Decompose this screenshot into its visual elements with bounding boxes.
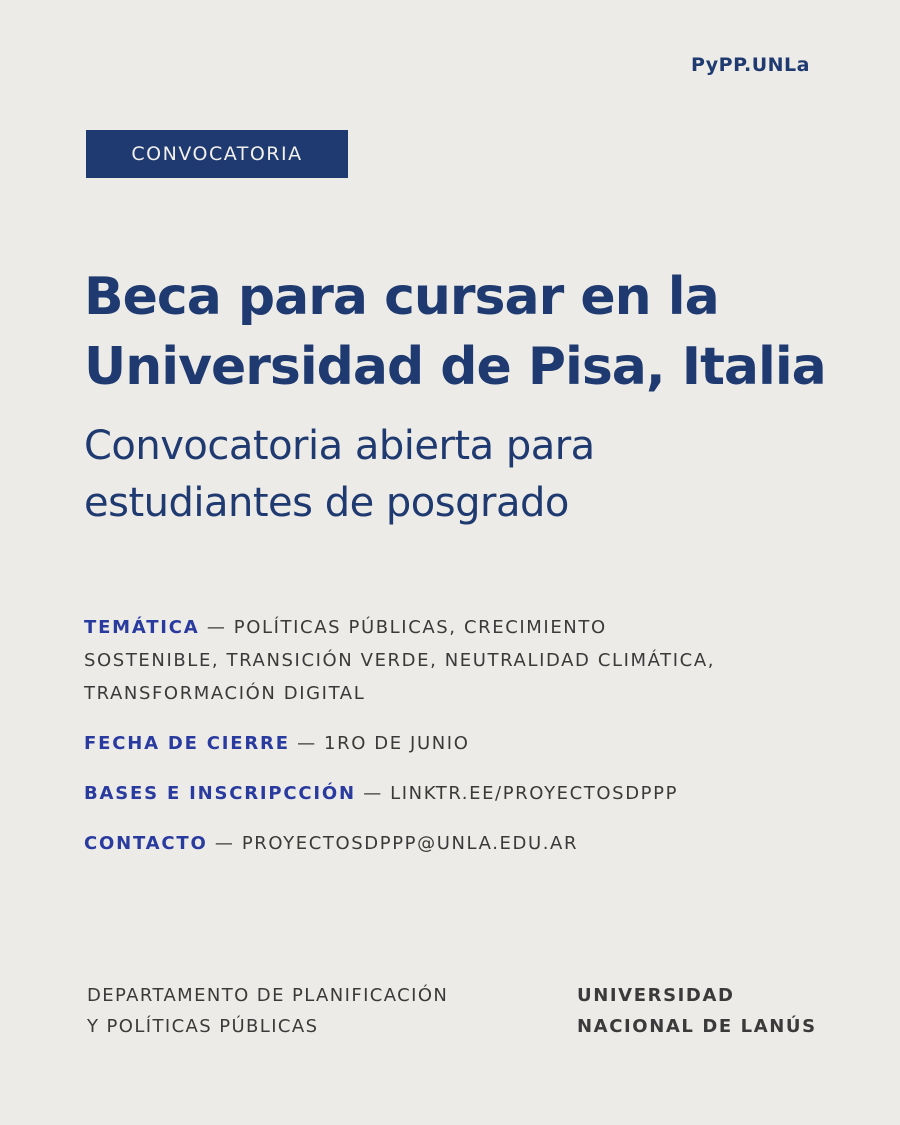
contacto-dash: — (207, 833, 242, 854)
department-line-1: DEPARTAMENTO DE PLANIFICACIÓN (87, 985, 449, 1006)
detail-fecha-cierre (84, 727, 724, 760)
page-title (84, 262, 864, 402)
department-line-2: Y POLÍTICAS PÚBLICAS (87, 1016, 319, 1037)
fecha-cierre-dash: — (289, 733, 325, 754)
title-line-1: Beca para cursar en la (84, 267, 719, 327)
brand-logo-text: PyPP.UNLa (690, 54, 810, 76)
university-line-2: NACIONAL DE LANÚS (577, 1016, 817, 1037)
fecha-cierre-value: 1RO DE JUNIO (324, 733, 470, 754)
tematica-value: POLÍTICAS PÚBLICAS, CRECIMIENTO SOSTENIBLE, TRANSICIÓN VERDE, NEUTRALIDAD CLIMÁTICA, TRANSFORMACIÓN DIGITAL (84, 617, 716, 704)
detail-bases-inscripcion (84, 777, 724, 810)
detail-tematica (84, 611, 724, 710)
contacto-email[interactable]: PROYECTOSDPPP@UNLA.EDU.AR (241, 833, 579, 854)
detail-contacto (84, 827, 724, 860)
bases-dash: — (355, 783, 391, 804)
department-name (87, 980, 507, 1042)
contacto-label: CONTACTO (84, 833, 208, 854)
details-section (84, 611, 724, 877)
title-line-2: Universidad de Pisa, Italia (84, 337, 826, 397)
subtitle-line-1: Convocatoria abierta para (84, 423, 595, 469)
page-subtitle (84, 418, 844, 532)
tematica-label: TEMÁTICA (84, 617, 200, 638)
badge-label: CONVOCATORIA (131, 143, 303, 165)
bases-label: BASES E INSCRIPCCIÓN (84, 783, 356, 804)
university-line-1: UNIVERSIDAD (577, 985, 735, 1006)
tematica-dash: — (199, 617, 234, 638)
fecha-cierre-label: FECHA DE CIERRE (84, 733, 290, 754)
university-name (577, 980, 837, 1042)
subtitle-line-2: estudiantes de posgrado (84, 480, 569, 526)
bases-link[interactable]: LINKTR.EE/PROYECTOSDPPP (390, 783, 679, 804)
convocatoria-badge (86, 130, 348, 178)
